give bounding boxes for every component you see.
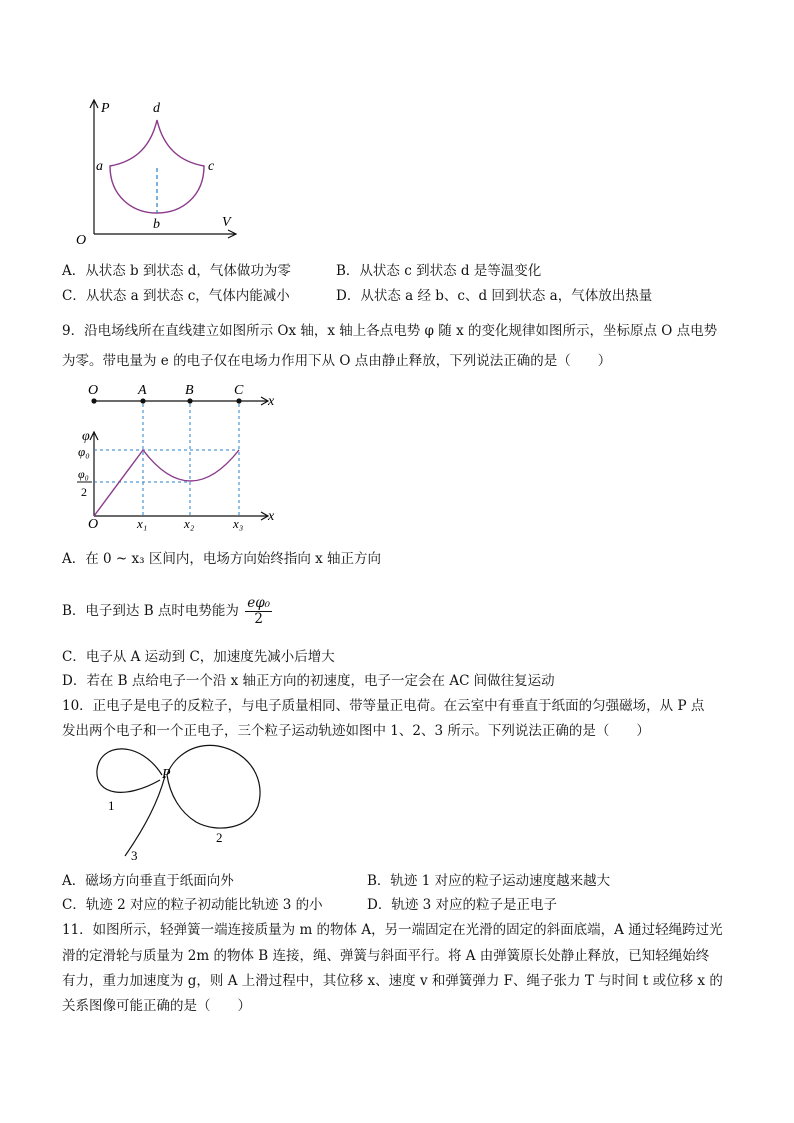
q10-stem-line1: 10．正电子是电子的反粒子，与电子质量相同、带等量正电荷。在云室中有垂直于纸面的匀强磁场，从 P 点 bbox=[62, 698, 705, 714]
q9-option-c: C．电子从 A 运动到 C，加速度先减小后增大 bbox=[62, 649, 335, 665]
pv-h-axis-arrow bbox=[228, 230, 236, 238]
phi-curve bbox=[94, 450, 239, 516]
track-label-3: 3 bbox=[131, 848, 138, 863]
label-x-top: x bbox=[268, 394, 275, 409]
q10-stem-line2: 发出两个电子和一个正电子，三个粒子运动轨迹如图中 1、2、3 所示。下列说法正确的是（ ） bbox=[62, 723, 650, 739]
q9-option-b-numerator: eφ₀ bbox=[247, 595, 271, 611]
q9-option-b bbox=[62, 596, 272, 627]
pv-label-v: V bbox=[222, 215, 231, 230]
q10-option-c: C．轨迹 2 对应的粒子初动能比轨迹 3 的小 bbox=[62, 897, 323, 913]
q9-option-b-fraction bbox=[245, 596, 272, 627]
track-label-1: 1 bbox=[108, 798, 115, 813]
label-half-phi0-num: φ₀ bbox=[78, 467, 89, 481]
q9-option-a: A．在 0 ~ x₃ 区间内，电场方向始终指向 x 轴正方向 bbox=[62, 551, 382, 567]
label-x-bottom: x bbox=[268, 509, 275, 524]
pv-v-axis-arrow bbox=[90, 100, 98, 108]
pv-label-b: b bbox=[153, 217, 160, 232]
q10-option-d: D．轨迹 3 对应的粒子是正电子 bbox=[367, 897, 557, 913]
point-c bbox=[236, 398, 241, 403]
label-x1: x₁ bbox=[137, 516, 148, 531]
q8-option-c: C．从状态 a 到状态 c，气体内能减小 bbox=[62, 288, 290, 304]
pv-cycle-curve bbox=[110, 120, 204, 213]
pv-label-o: O bbox=[76, 233, 87, 248]
phi-axis-arrow bbox=[90, 432, 98, 440]
q11-stem-line2: 滑的定滑轮与质量为 2m 的物体 B 连接，绳、弹簧与斜面平行。将 A 由弹簧原长处静止释放，已知轻绳始终 bbox=[62, 948, 710, 964]
track-2 bbox=[167, 745, 260, 828]
q10-option-b: B．轨迹 1 对应的粒子运动速度越来越大 bbox=[367, 873, 611, 889]
label-x2: x₂ bbox=[184, 516, 195, 531]
q11-stem-line1: 11．如图所示，轻弹簧一端连接质量为 m 的物体 A，另一端固定在光滑的固定的斜面底端，A 通过轻绳跨过光 bbox=[62, 922, 723, 938]
label-b-top: B bbox=[185, 383, 194, 398]
pv-label-a: a bbox=[96, 159, 103, 174]
q9-option-b-text: B．电子到达 B 点时电势能为 bbox=[62, 602, 239, 619]
pv-label-d: d bbox=[153, 101, 160, 116]
label-o-top: O bbox=[88, 383, 99, 398]
q9-stem-line2: 为零。带电量为 e 的电子仅在电场力作用下从 O 点由静止释放，下列说法正确的是（ ） bbox=[62, 353, 612, 369]
label-phi: φ bbox=[82, 429, 90, 444]
label-phi0: φ₀ bbox=[78, 444, 90, 459]
q8-option-a: A．从状态 b 到状态 d，气体做功为零 bbox=[62, 263, 291, 279]
pv-label-p: P bbox=[101, 101, 110, 116]
q8-option-d: D．从状态 a 经 b、c、d 回到状态 a，气体放出热量 bbox=[336, 288, 653, 304]
track-3 bbox=[125, 776, 165, 856]
track-label-2: 2 bbox=[216, 830, 223, 845]
top-x-axis-arrow bbox=[261, 397, 268, 405]
pv-label-c: c bbox=[208, 159, 215, 174]
track-label-p: P bbox=[162, 767, 171, 782]
q8-option-b: B．从状态 c 到状态 d 是等温变化 bbox=[336, 263, 542, 279]
q9-stem-line1: 9．沿电场线所在直线建立如图所示 Ox 轴，x 轴上各点电势 φ 随 x 的变化规律如图所示，坐标原点 O 点电势 bbox=[62, 323, 718, 339]
point-o bbox=[91, 398, 96, 403]
label-half-phi0-den: 2 bbox=[81, 485, 87, 499]
q10-option-a: A．磁场方向垂直于纸面向外 bbox=[62, 873, 234, 889]
label-o-bottom: O bbox=[88, 517, 99, 532]
q11-stem-line3: 有力，重力加速度为 g，则 A 上滑过程中，其位移 x、速度 v 和弹簧弹力 F、绳子张力 T 与时间 t 或位移 x 的 bbox=[62, 973, 723, 989]
bottom-x-axis-arrow bbox=[261, 512, 268, 520]
point-b bbox=[187, 398, 192, 403]
label-a-top: A bbox=[138, 383, 147, 398]
q9-option-d: D．若在 B 点给电子一个沿 x 轴正方向的初速度，电子一定会在 AC 间做往复运动 bbox=[62, 673, 555, 689]
track-1 bbox=[97, 749, 162, 792]
q11-stem-line4: 关系图像可能正确的是（ ） bbox=[62, 998, 251, 1014]
point-a bbox=[140, 398, 145, 403]
q9-option-b-denominator: 2 bbox=[254, 610, 263, 627]
label-c-top: C bbox=[234, 383, 244, 398]
label-x3: x₃ bbox=[233, 516, 244, 531]
